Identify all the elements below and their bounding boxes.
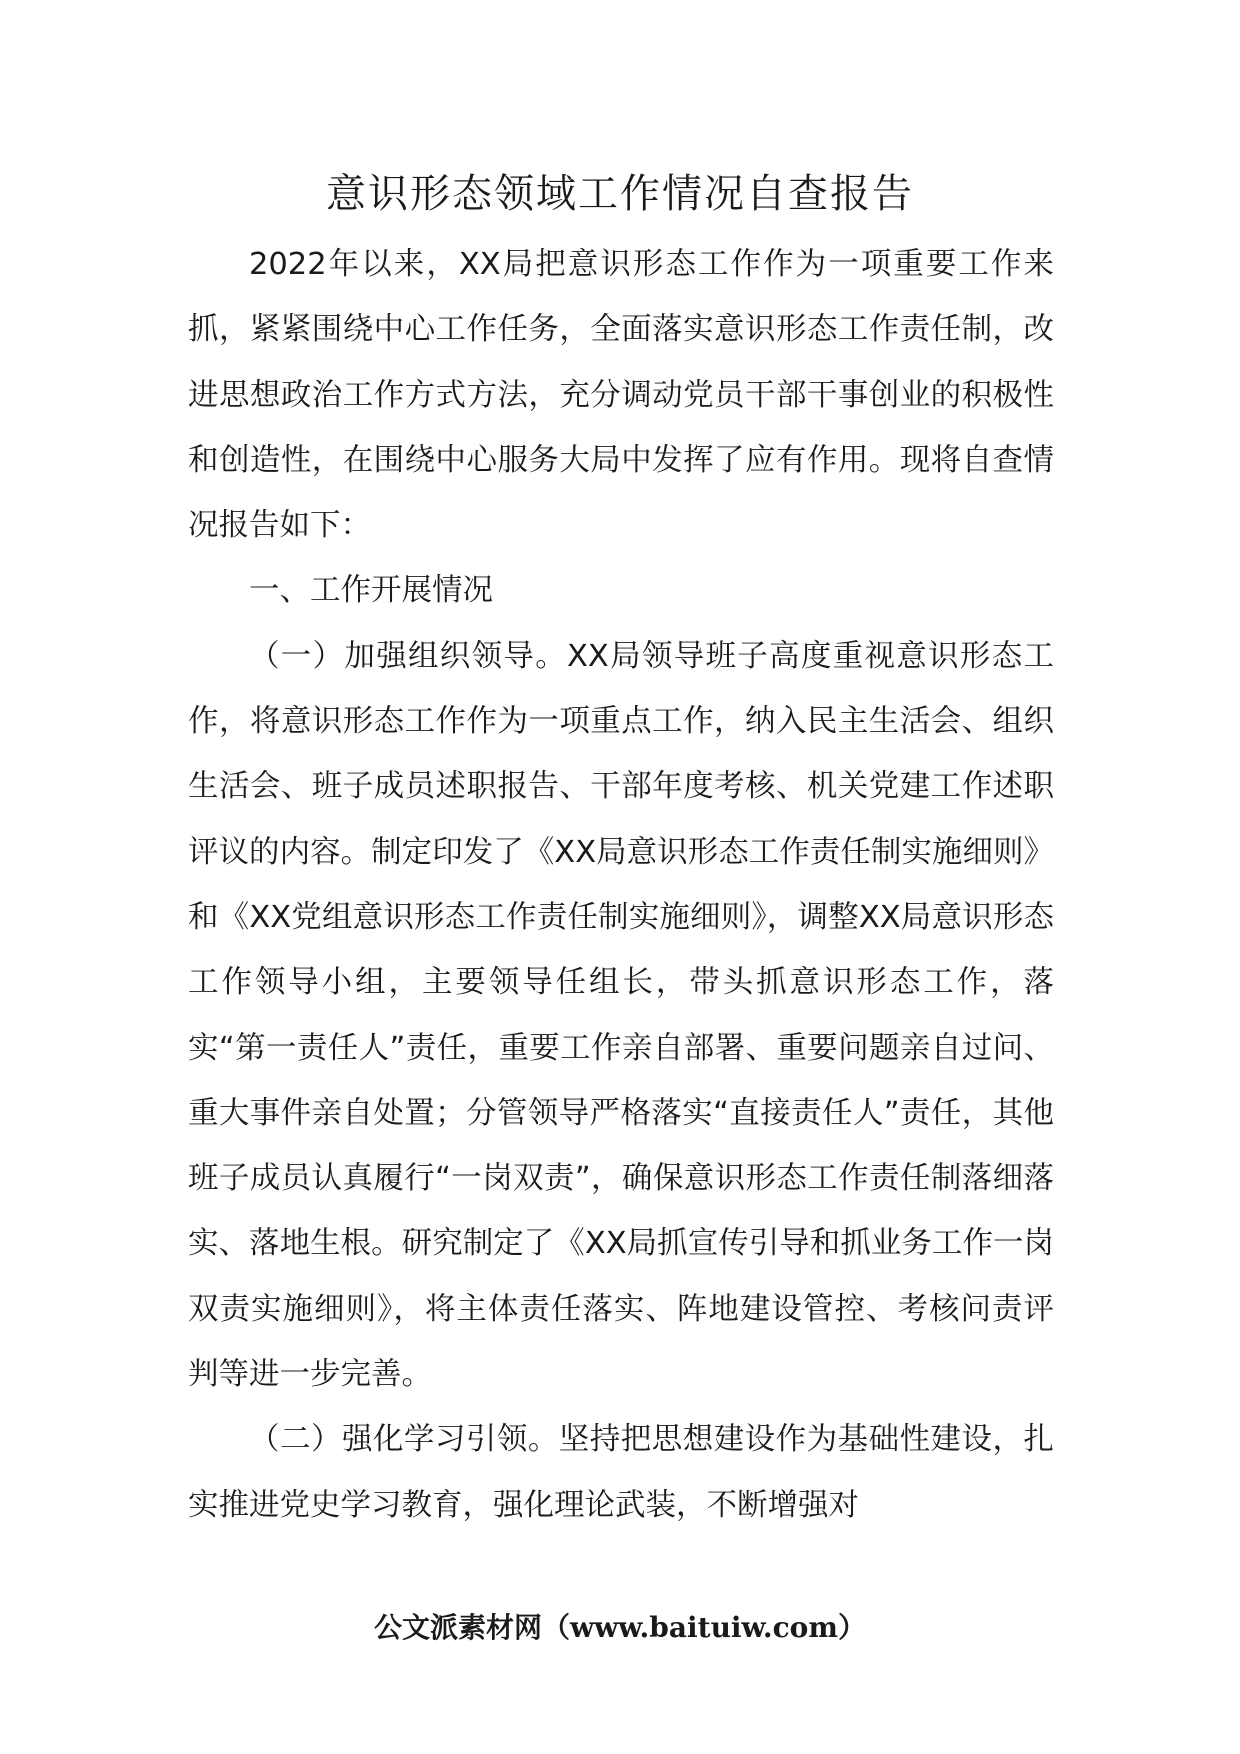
document-title: 意识形态领域工作情况自查报告 <box>326 171 914 217</box>
paragraph-intro: 2022年以来，XX局把意识形态工作作为一项重要工作来抓，紧紧围绕中心工作任务，全面落实意识形态工作责任制，改进思想政治工作方式方法，充分调动党员干部干事创业的积极性和创造性，在围绕中心服务大局中发挥了应有作用。现将自查情况报告如下： <box>188 247 1054 544</box>
document-body <box>188 232 1054 1538</box>
watermark-footer: 公文派素材网（www.baituiw.com） <box>374 1611 866 1644</box>
section-heading: 一、工作开展情况 <box>249 573 493 609</box>
paragraph-organization-leadership: （一）加强组织领导。XX局领导班子高度重视意识形态工作，将意识形态工作作为一项重点工作，纳入民主生活会、组织生活会、班子成员述职报告、干部年度考核、机关党建工作述职评议的内容。制定印发了《XX局意识形态工作责任制实施细则》和《XX党组意识形态工作责任制实施细则》，调整XX局意识形态工作领导小组，主要领导任组长，带头抓意识形态工作，落实“第一责任人”责任，重要工作亲自部署、重要问题亲自过问、重大事件亲自处置；分管领导严格落实“直接责任人”责任，其他班子成员认真履行“一岗双责”，确保意识形态工作责任制落细落实、落地生根。研究制定了《XX局抓宣传引导和抓业务工作一岗双责实施细则》，将主体责任落实、阵地建设管控、考核问责评判等进一步完善。 <box>188 638 1054 1393</box>
paragraph-study-guidance: （二）强化学习引领。坚持把思想建设作为基础性建设，扎实推进党史学习教育，强化理论武装，不断增强对 <box>188 1422 1054 1523</box>
